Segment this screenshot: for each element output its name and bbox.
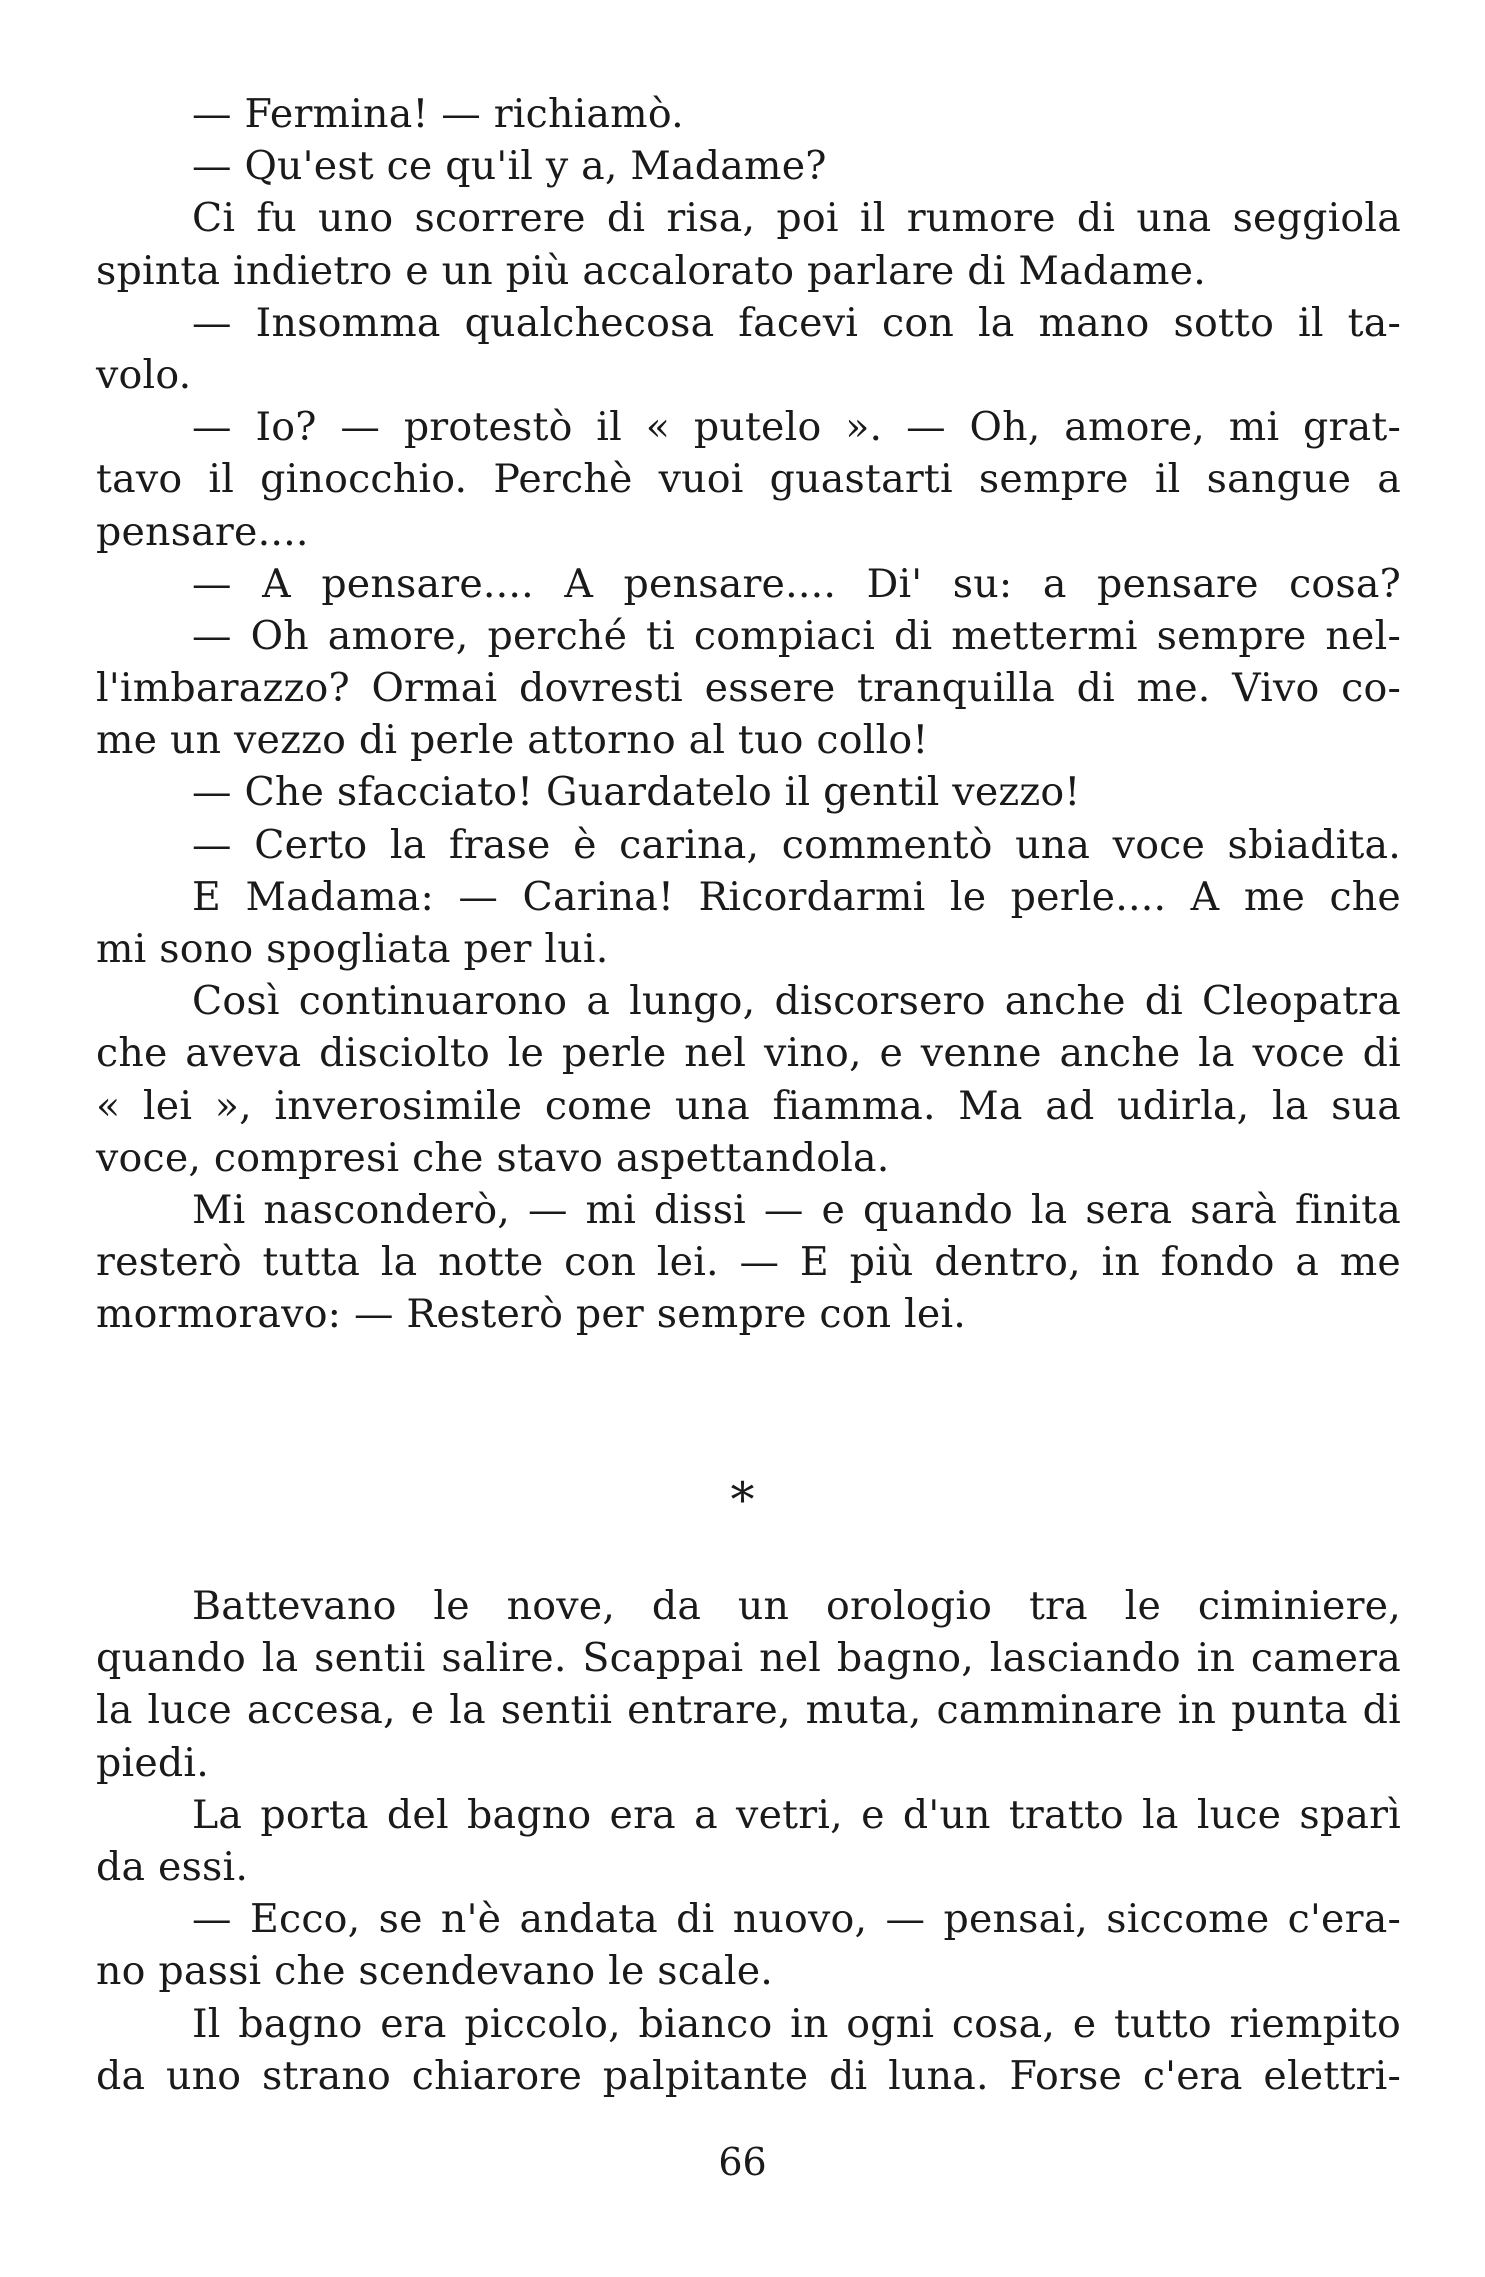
text-line: E Madama: — Carina! Ricordarmi le perle.... A me che <box>192 873 1401 920</box>
text-line: voce, compresi che stavo aspettandola. <box>96 1134 890 1181</box>
text-line: mormoravo: — Resterò per sempre con lei. <box>96 1291 967 1338</box>
text-line: no passi che scendevano le scale. <box>96 1948 774 1995</box>
text-line: — Oh amore, perché ti compiaci di mettermi sempre nel- <box>192 612 1401 659</box>
text-line: me un vezzo di perle attorno al tuo collo! <box>96 717 929 764</box>
text-line: da essi. <box>96 1843 249 1890</box>
text-line: — Certo la frase è carina, commentò una voce sbiadita. <box>192 821 1401 868</box>
text-line: resterò tutta la notte con lei. — E più dentro, in fondo a me <box>96 1239 1401 1286</box>
text-line: — Che sfacciato! Guardatelo il gentil vezzo! <box>192 769 1081 816</box>
text-line: volo. <box>96 351 192 398</box>
text-line: — Io? — protestò il « putelo ». — Oh, amore, mi grat- <box>192 404 1401 451</box>
text-line: mi sono spogliata per lui. <box>96 926 609 972</box>
text-line: — A pensare.... A pensare.... Di' su: a pensare cosa? <box>192 560 1401 607</box>
body-text-section-1 <box>96 88 1401 1341</box>
text-line: pensare.... <box>96 508 309 555</box>
text-line: — Fermina! — richiamò. <box>192 91 684 137</box>
text-line: Il bagno era piccolo, bianco in ogni cosa, e tutto riempito <box>192 2000 1401 2047</box>
section-separator: * <box>730 1472 755 1528</box>
text-line: — Ecco, se n'è andata di nuovo, — pensai, siccome c'era- <box>192 1896 1401 1943</box>
text-line: Battevano le nove, da un orologio tra le ciminiere, <box>192 1583 1401 1629</box>
text-line: piedi. <box>96 1739 209 1786</box>
body-text-section-2 <box>96 1580 1401 2102</box>
text-line: quando la sentii salire. Scappai nel bagno, lasciando in camera <box>96 1635 1401 1682</box>
page-number: 66 <box>718 2140 767 2184</box>
text-line: spinta indietro e un più accalorato parlare di Madame. <box>96 247 1206 294</box>
text-line: Mi nasconderò, — mi dissi — e quando la sera sarà finita <box>192 1186 1401 1233</box>
text-line: La porta del bagno era a vetri, e d'un tratto la luce sparì <box>192 1791 1401 1838</box>
text-line: tavo il ginocchio. Perchè vuoi guastarti sempre il sangue a <box>96 456 1401 503</box>
text-line: Così continuarono a lungo, discorsero anche di Cleopatra <box>192 978 1401 1025</box>
text-line: Ci fu uno scorrere di risa, poi il rumore di una seggiola <box>192 195 1401 242</box>
text-line: da uno strano chiarore palpitante di luna. Forse c'era elettri- <box>96 2052 1401 2099</box>
text-line: — Insomma qualchecosa facevi con la mano sotto il ta- <box>192 299 1401 346</box>
text-line: l'imbarazzo? Ormai dovresti essere tranquilla di me. Vivo co- <box>96 665 1401 712</box>
text-line: la luce accesa, e la sentii entrare, muta, camminare in punta di <box>96 1687 1401 1734</box>
text-line: — Qu'est ce qu'il y a, Madame? <box>192 143 827 190</box>
text-line: « lei », inverosimile come una fiamma. Ma ad udirla, la sua <box>96 1082 1401 1129</box>
text-line: che aveva disciolto le perle nel vino, e venne anche la voce di <box>96 1030 1401 1077</box>
